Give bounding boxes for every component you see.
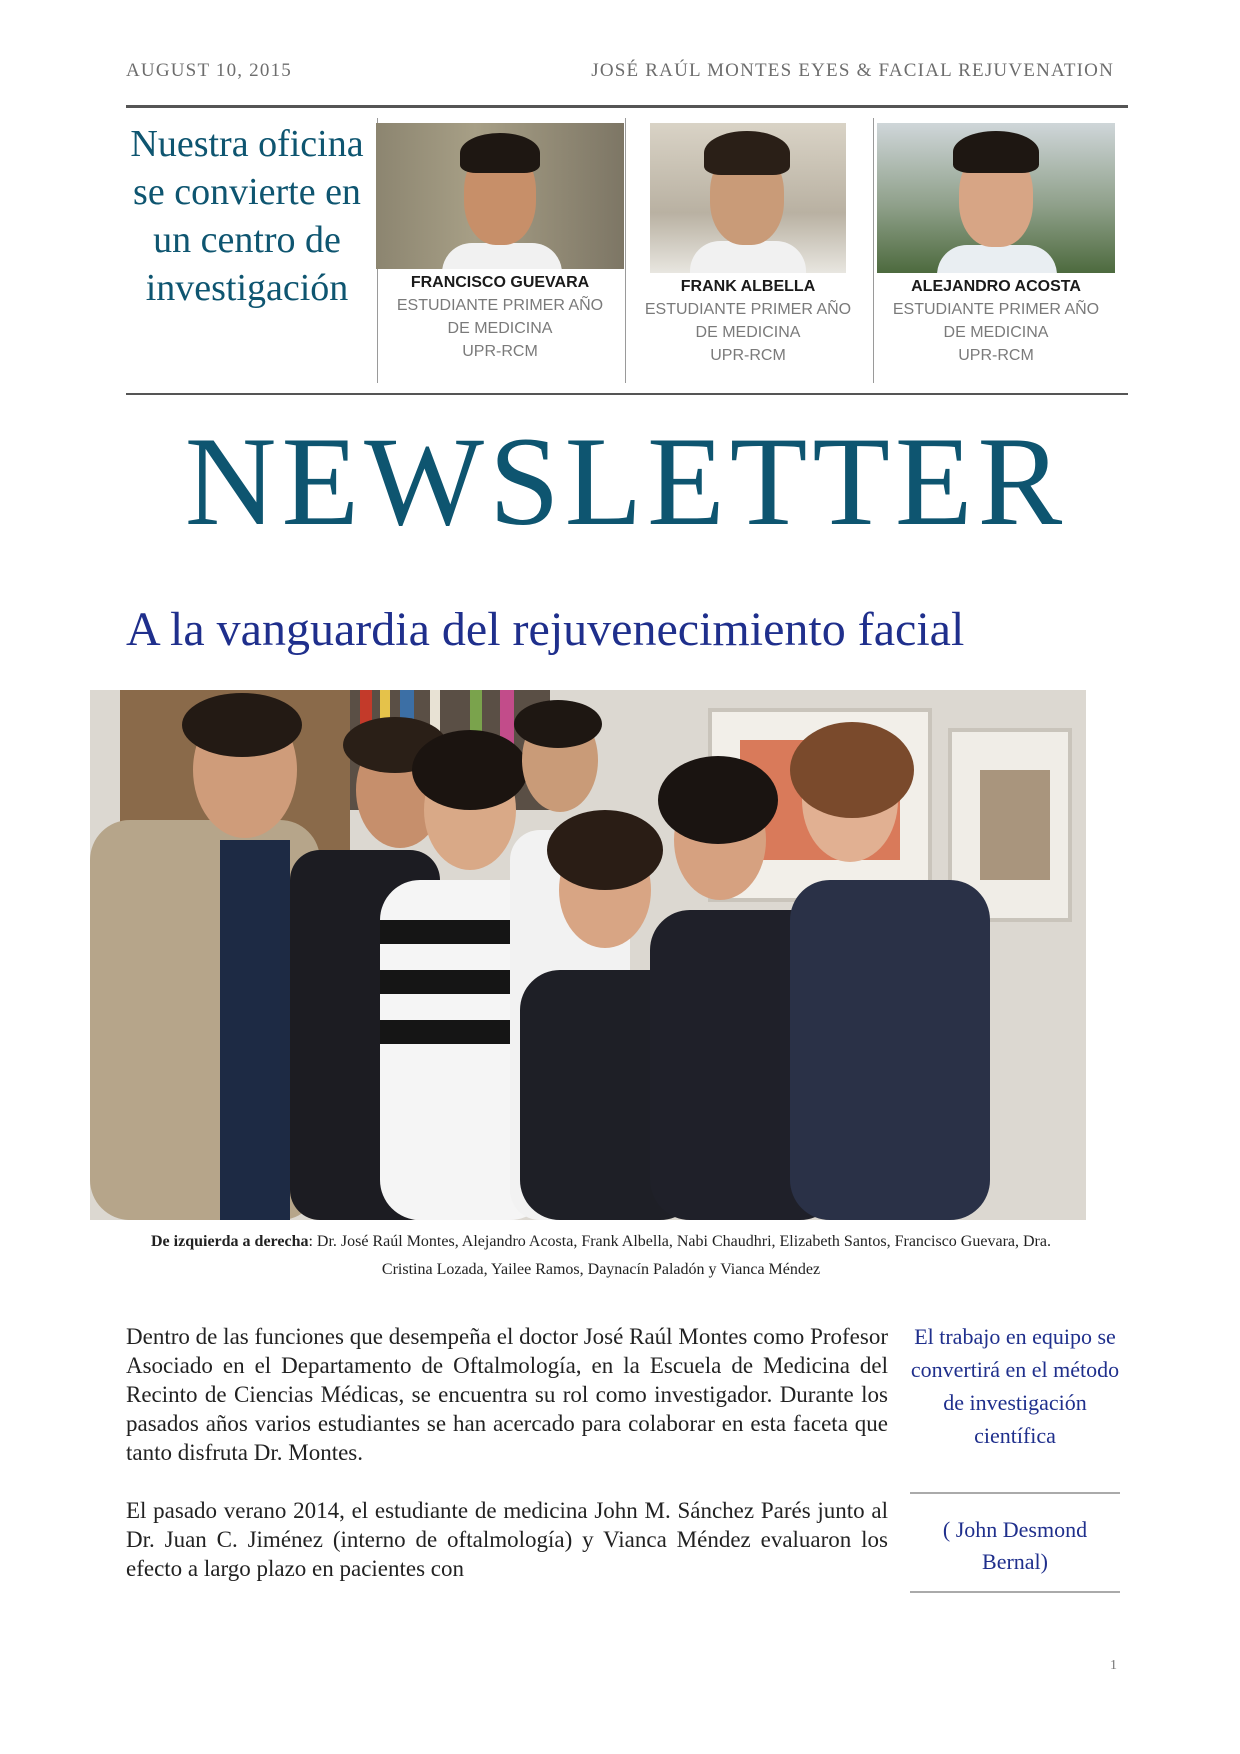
student-school: DE MEDICINA — [943, 324, 1049, 341]
pull-quote-rule — [910, 1492, 1120, 1494]
section-rule — [126, 393, 1128, 395]
student-name: ALEJANDRO ACOSTA — [911, 278, 1081, 295]
header-rule — [126, 105, 1128, 108]
student-school: DE MEDICINA — [695, 324, 801, 341]
pull-quote-rule — [910, 1591, 1120, 1593]
student-school: DE MEDICINA — [447, 320, 553, 337]
group-photo-illustration — [90, 690, 1086, 1220]
student-profile — [871, 123, 1121, 367]
student-photo — [376, 123, 624, 269]
student-university: UPR-RCM — [462, 343, 538, 360]
student-name: FRANK ALBELLA — [680, 278, 816, 295]
feature-headline: Nuestra oficina se convierte en un centro de investigación — [130, 123, 364, 309]
student-profile — [375, 123, 625, 363]
pull-quote: El trabajo en equipo se convertirá en el método de investigación científica — [910, 1324, 1120, 1448]
caption-lead: De izquierda a derecha — [151, 1233, 309, 1250]
photo-caption — [126, 1228, 1076, 1284]
student-university: UPR-RCM — [710, 347, 786, 364]
student-role: ESTUDIANTE PRIMER AÑO — [644, 301, 852, 318]
article-paragraph: El pasado verano 2014, el estudiante de medicina John M. Sánchez Parés junto al Dr. Juan C. Jiménez (interno de oftalmología) y Vianca Méndez evaluaron los efecto a largo plazo en pacientes con — [126, 1498, 888, 1581]
student-name: FRANCISCO GUEVARA — [410, 274, 590, 291]
student-photo — [650, 123, 846, 273]
issue-date: AUGUST 10, 2015 — [126, 60, 292, 81]
caption-text: : Dr. José Raúl Montes, Alejandro Acosta, Frank Albella, Nabi Chaudhri, Elizabeth Santos, Francisco Guevara, Dra. Cristina Lozada, Yailee Ramos, Daynacín Paladón y Vianca Méndez — [308, 1233, 1051, 1278]
article-body — [126, 1322, 888, 1612]
page-number: 1 — [1110, 1658, 1117, 1673]
newsletter-subtitle: A la vanguardia del rejuvenecimiento facial — [126, 603, 965, 656]
pull-quote-author: ( John Desmond Bernal) — [942, 1517, 1088, 1574]
student-university: UPR-RCM — [958, 347, 1034, 364]
newsletter-masthead: NEWSLETTER — [184, 412, 1068, 552]
student-profile — [623, 123, 873, 367]
article-paragraph: Dentro de las funciones que desempeña el doctor José Raúl Montes como Profesor Asociado en el Departamento de Oftalmología, en la Escuela de Medicina del Recinto de Ciencias Médicas, se encuentra su rol como investigador. Durante los pasados años varios estudiantes se han acercado para colaborar en esta faceta que tanto disfruta Dr. Montes. — [126, 1324, 888, 1465]
publication-name: JOSÉ RAÚL MONTES EYES & FACIAL REJUVENATION — [591, 60, 1114, 81]
student-role: ESTUDIANTE PRIMER AÑO — [396, 297, 604, 314]
group-photo — [90, 690, 1086, 1220]
student-photo — [877, 123, 1115, 273]
student-role: ESTUDIANTE PRIMER AÑO — [892, 301, 1100, 318]
